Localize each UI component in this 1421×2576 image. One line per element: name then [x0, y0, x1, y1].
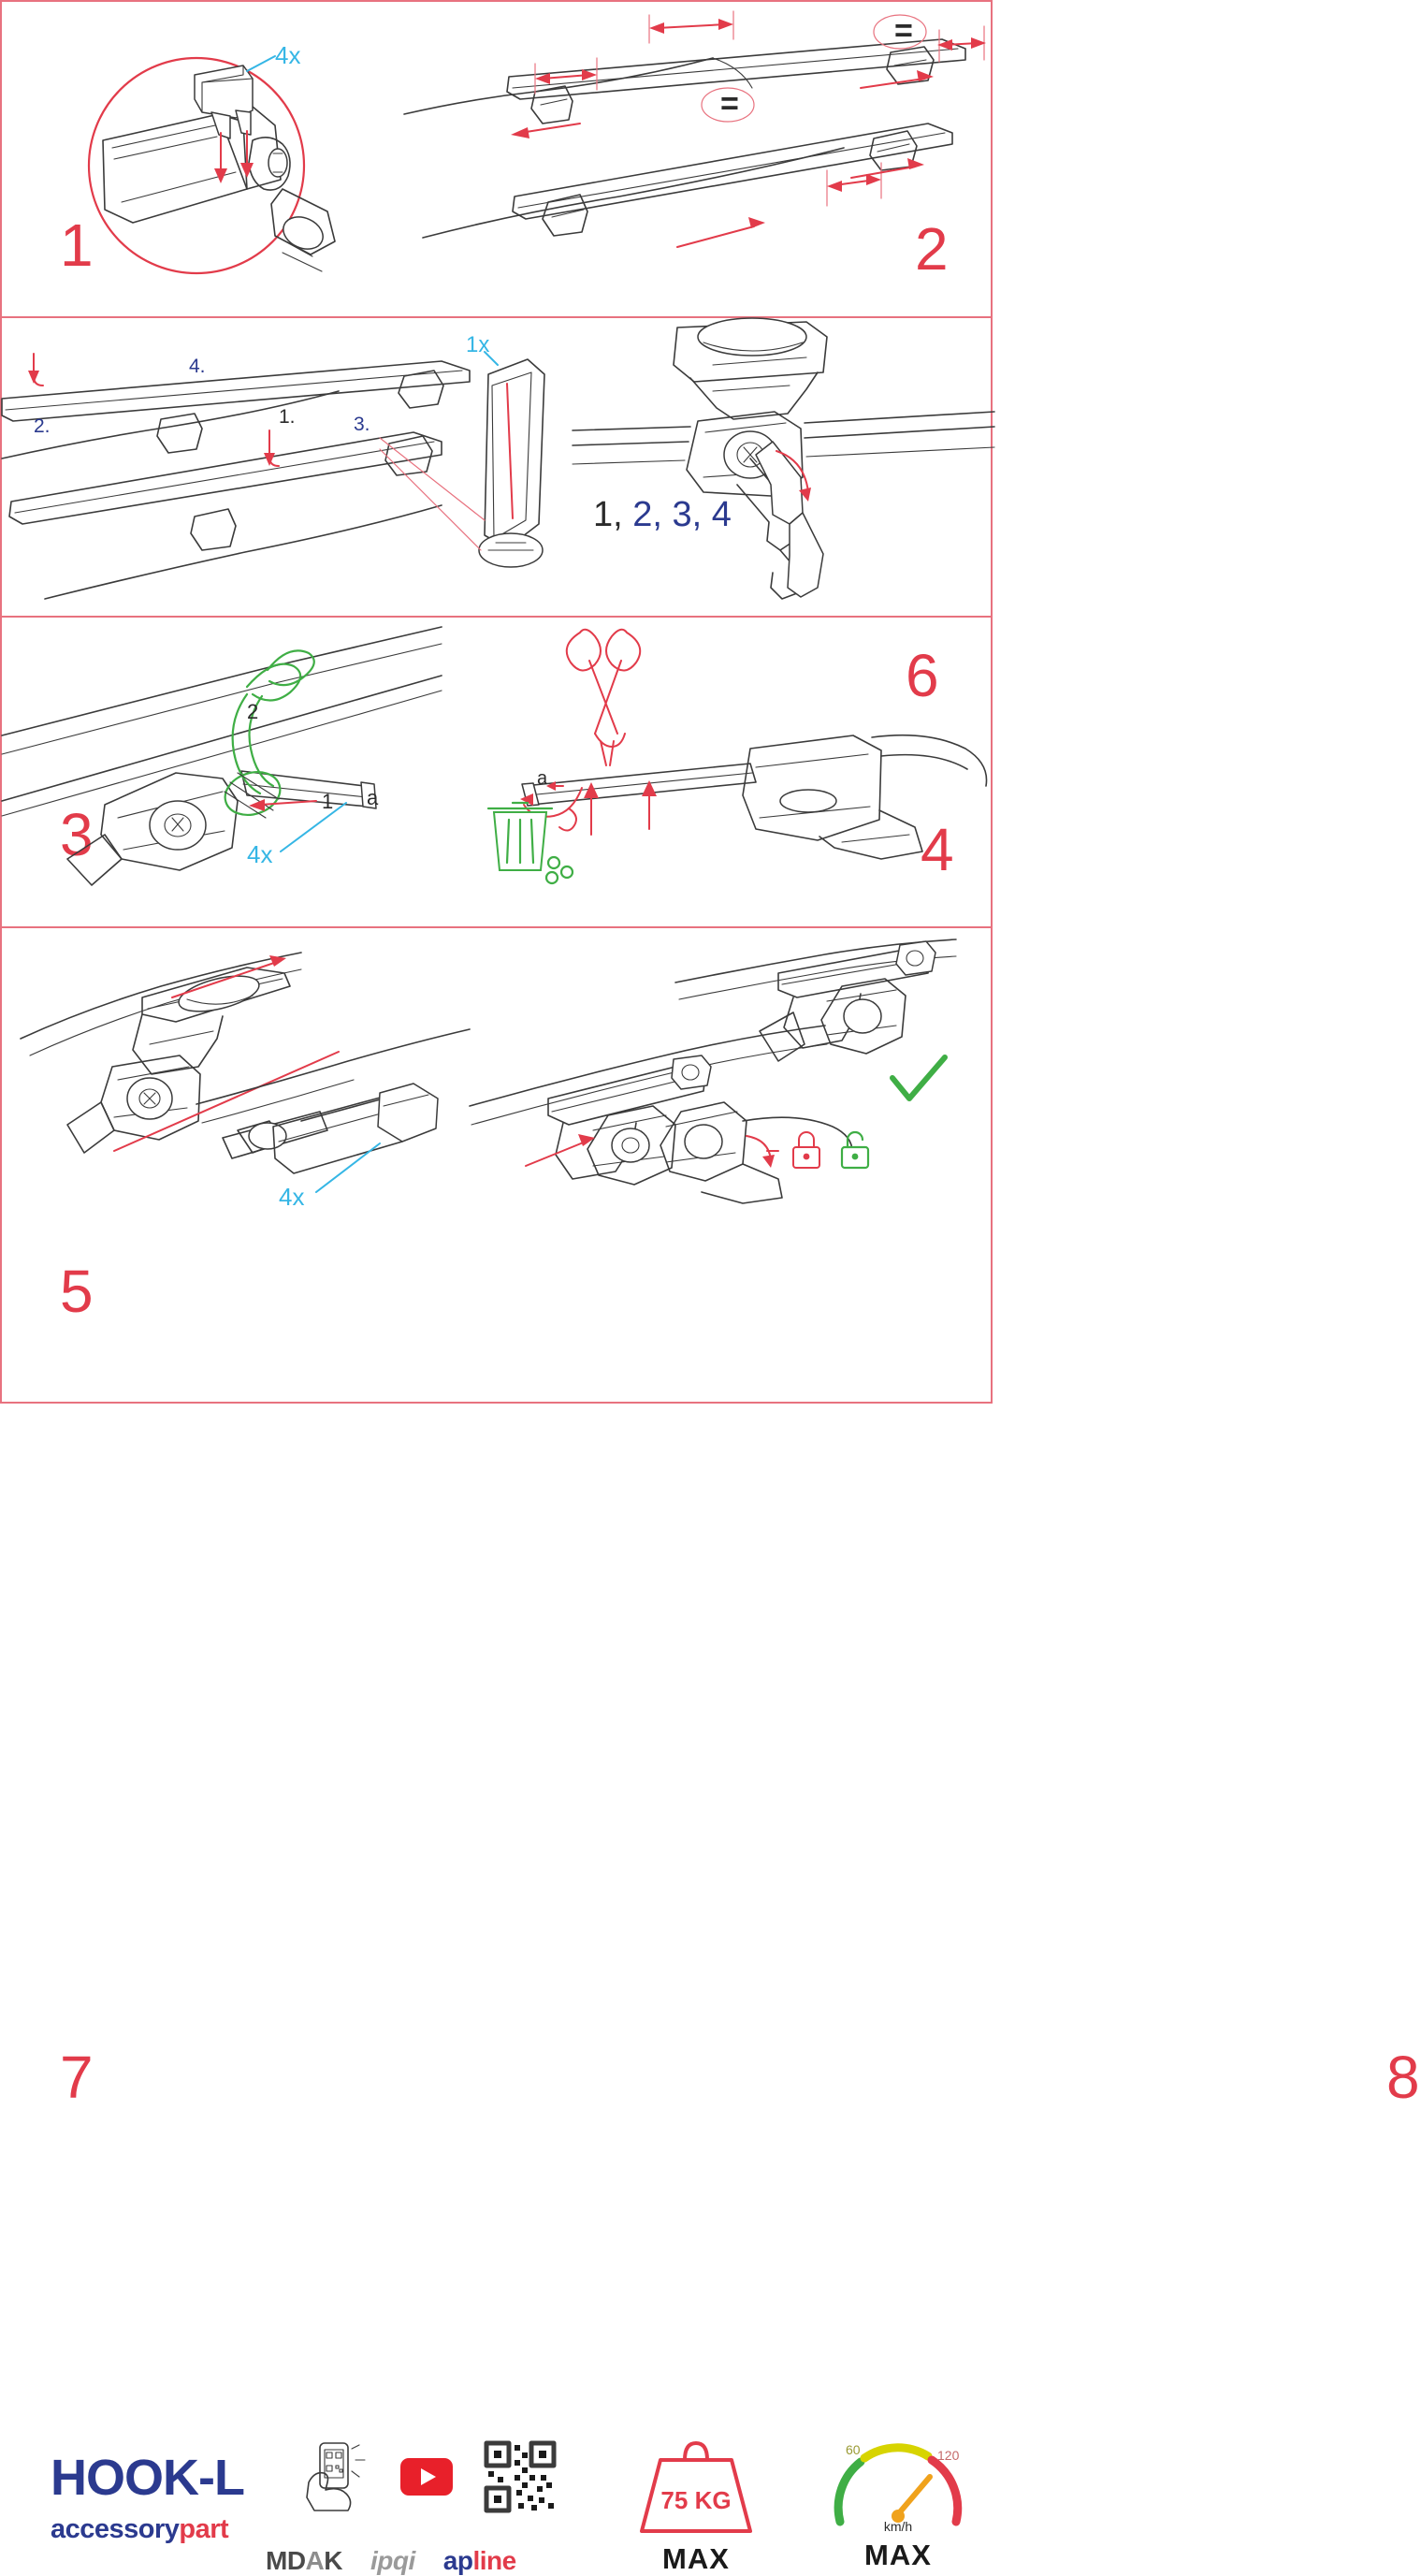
weight-icon	[634, 2438, 758, 2537]
step-5-number: 5	[60, 1258, 94, 1325]
step-5-illustration	[2, 618, 442, 926]
step-4-panel	[573, 318, 994, 883]
step-1-label-4x: 4x	[275, 41, 301, 69]
step-2-number: 2	[915, 215, 950, 283]
footer-icons	[303, 2441, 556, 2512]
step-2-panel	[404, 2, 994, 316]
step-3-number: 3	[60, 801, 94, 868]
step-7-panel	[2, 928, 470, 2111]
step-1-panel	[2, 2, 404, 316]
brand-block	[51, 2452, 244, 2545]
speed-unit: km/h	[883, 2519, 913, 2534]
partner-ipqi: ipqi	[370, 2546, 415, 2575]
step-1-number: 1	[60, 211, 94, 279]
step-4-illustration	[573, 318, 994, 616]
partner-apline: apline	[442, 2546, 516, 2575]
step-8-number: 8	[1386, 2044, 1421, 2111]
step-3-marker-2: 2.	[34, 415, 51, 437]
step-3-marker-1: 1.	[279, 406, 296, 428]
brand-subtitle-second: part	[179, 2514, 229, 2544]
qr-scan-phone-icon[interactable]	[303, 2441, 369, 2512]
max-speed-block	[823, 2432, 973, 2572]
step-5-marker-1: 1	[322, 790, 334, 813]
step-2-equal-sign-top: =	[894, 13, 913, 49]
qr-code-icon[interactable]	[485, 2441, 556, 2512]
speedometer-icon	[823, 2432, 973, 2537]
play-triangle	[421, 2468, 436, 2485]
speed-tick-120: 120	[937, 2448, 960, 2463]
max-load-block	[634, 2438, 758, 2576]
step-3-label-1x: 1x	[466, 332, 490, 357]
step-7-number: 7	[60, 2044, 94, 2111]
youtube-icon[interactable]	[400, 2458, 453, 2496]
brand-subtitle-first: accessory	[51, 2514, 180, 2544]
step-2-illustration	[404, 2, 994, 316]
step-5-label-4x: 4x	[247, 840, 273, 868]
step-6-number-display: 6	[906, 642, 940, 709]
step-2-equal-sign-bottom: =	[720, 86, 739, 122]
brand-subtitle	[51, 2514, 244, 2545]
footer	[2, 1210, 991, 2575]
step-8-illustration	[470, 928, 994, 1218]
step-5-marker-a: a	[367, 786, 379, 809]
speed-tick-60: 60	[846, 2442, 861, 2457]
step-8-panel	[470, 928, 1421, 2111]
step-4-number: 4	[921, 816, 955, 883]
step-3-illustration	[2, 318, 573, 616]
max-load-caption: MAX	[662, 2542, 730, 2575]
partner-logos	[266, 2546, 516, 2576]
step-7-illustration	[2, 928, 470, 1218]
max-load-value: 75 KG	[660, 2486, 732, 2514]
partner-mdak: MDAK	[266, 2546, 343, 2575]
step-3-marker-4: 4.	[189, 356, 206, 377]
step-5-panel	[2, 618, 442, 1325]
step-5-marker-2: 2	[247, 700, 259, 723]
brand-title: HOOK-L	[51, 2450, 244, 2506]
step-7-label-4x: 4x	[279, 1183, 305, 1211]
step-6-marker-a: a	[537, 768, 548, 789]
step-3-marker-3: 3.	[354, 414, 370, 435]
max-speed-caption: MAX	[864, 2539, 932, 2571]
step-4-sequence: 1, 2, 3, 4	[593, 495, 732, 534]
